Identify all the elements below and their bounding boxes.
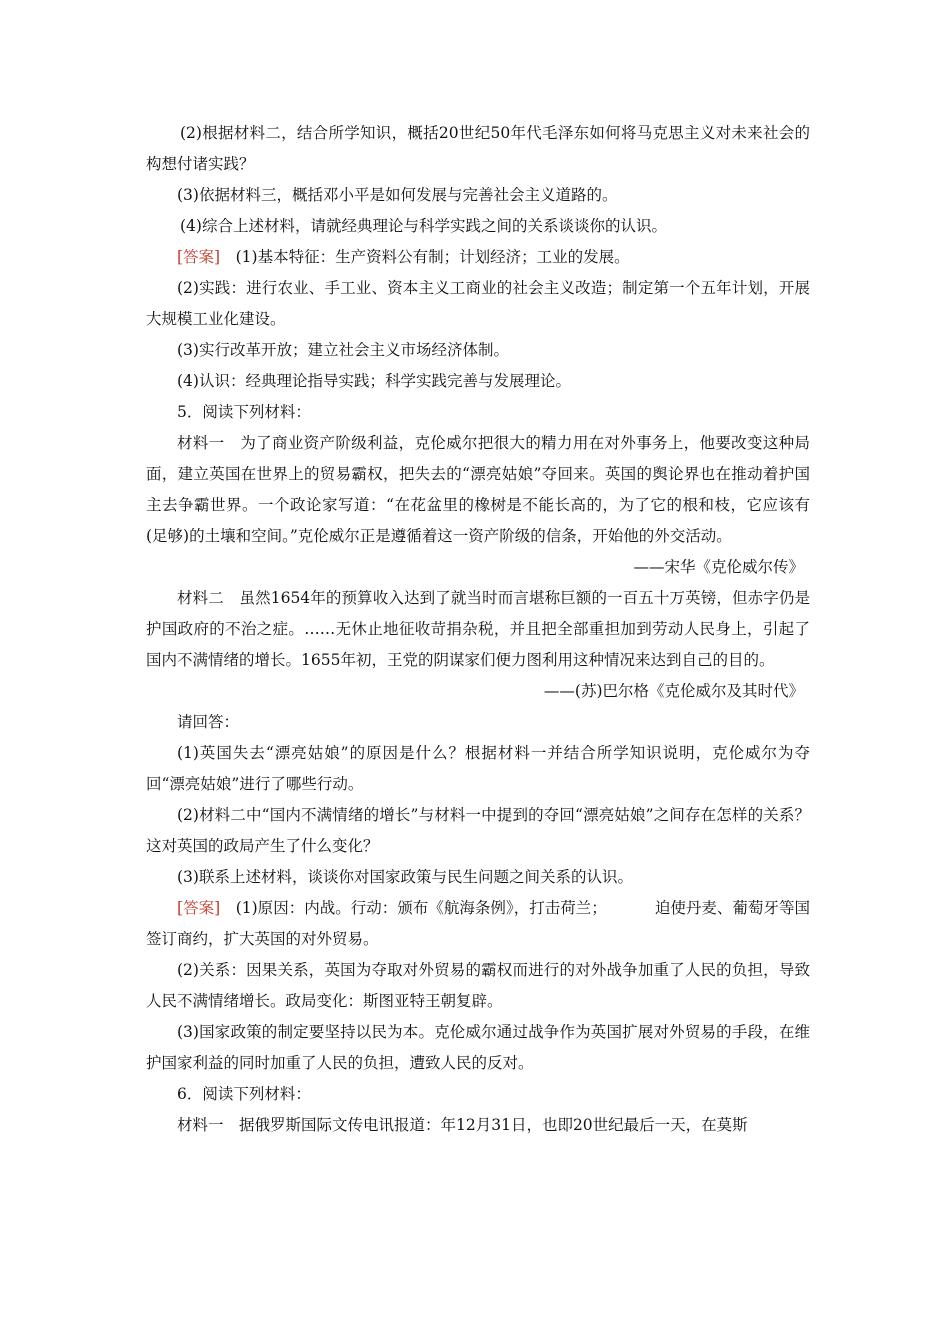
- q4-sub3: (3)依据材料三，概括邓小平是如何发展与完善社会主义道路的。: [177, 186, 618, 204]
- q5-answer-3: (3)国家政策的制定要坚持以民为本。克伦威尔通过战争作为英国扩展对外贸易的手段，在维护国家利益的同时加重了人民的负担，遭致人民的反对。: [146, 1023, 810, 1072]
- q5-sub2: (2)材料二中“国内不满情绪的增长”与材料一中提到的夺回“漂亮姑娘”之间存在怎样的关系？这对英国的政局产生了什么变化？: [146, 806, 810, 855]
- q5-material-1: 材料一 为了商业资产阶级利益，克伦威尔把很大的精力用在对外事务上，他要改变这种局面，建立英国在世界上的贸易霸权，把失去的“漂亮姑娘”夺回来。英国的舆论界也在推动着护国主去争霸世界。一个政论家写道：“在花盆里的橡树是不能长高的，为了它的根和枝，它应该有(足够)的土壤和空间。”克伦威尔正是遵循着这一资产阶级的信条，开始他的外交活动。: [146, 434, 810, 545]
- q5-ans1-text-b: 迫使丹麦、葡萄牙等国签订商约，扩大英国的对外贸易。: [146, 899, 810, 948]
- q4-answer-4: (4)认识：经典理论指导实践；科学实践完善与发展理论。: [177, 372, 571, 390]
- q5-ans1-text-a: (1)原因：内战。行动：颁布《航海条例》，打击荷兰；: [235, 899, 607, 917]
- q4-answer-2: (2)实践：进行农业、手工业、资本主义工商业的社会主义改造；制定第一个五年计划，开展大规模工业化建设。: [146, 279, 810, 328]
- answer-tag: [答案]: [177, 899, 221, 917]
- q5-source-1: ——宋华《克伦威尔传》: [633, 558, 804, 576]
- document-page: [146, 118, 810, 1141]
- q4-ans1-text: (1)基本特征：生产资料公有制；计划经济；工业的发展。: [235, 248, 630, 266]
- q5-heading: 5．阅读下列材料：: [177, 403, 311, 421]
- q6-material-1: 材料一 据俄罗斯国际文传电讯报道：年12月31日，也即20世纪最后一天，在莫斯: [177, 1116, 748, 1134]
- q4-sub4: (4)综合上述材料，请就经典理论与科学实践之间的关系谈谈你的认识。: [180, 217, 667, 235]
- q5-sub3: (3)联系上述材料，谈谈你对国家政策与民生问题之间关系的认识。: [177, 868, 633, 886]
- answer-tag: [答案]: [177, 248, 221, 266]
- q5-prompt: 请回答：: [177, 713, 240, 731]
- q5-sub1: (1)英国失去“漂亮姑娘”的原因是什么？根据材料一并结合所学知识说明，克伦威尔为夺回“漂亮姑娘”进行了哪些行动。: [146, 744, 810, 793]
- q5-material-2: 材料二 虽然1654年的预算收入达到了就当时而言堪称巨额的一百五十万英镑，但赤字仍是护国政府的不治之症。……无休止地征收苛捐杂税，并且把全部重担加到劳动人民身上，引起了国内不满情绪的增长。1655年初，王党的阴谋家们便力图利用这种情况来达到自己的目的。: [146, 589, 810, 669]
- q4-answer-1: [146, 242, 810, 273]
- q6-heading: 6．阅读下列材料：: [177, 1085, 311, 1103]
- q5-answer-1: [146, 893, 810, 955]
- q4-sub2: (2)根据材料二，结合所学知识，概括20世纪50年代毛泽东如何将马克思主义对未来社会的构想付诸实践？: [146, 124, 810, 173]
- q4-answer-3: (3)实行改革开放；建立社会主义市场经济体制。: [177, 341, 509, 359]
- q5-source-2: ——(苏)巴尔格《克伦威尔及其时代》: [543, 682, 804, 700]
- q5-answer-2: (2)关系：因果关系，英国为夺取对外贸易的霸权而进行的对外战争加重了人民的负担，导致人民不满情绪增长。政局变化：斯图亚特王朝复辟。: [146, 961, 810, 1010]
